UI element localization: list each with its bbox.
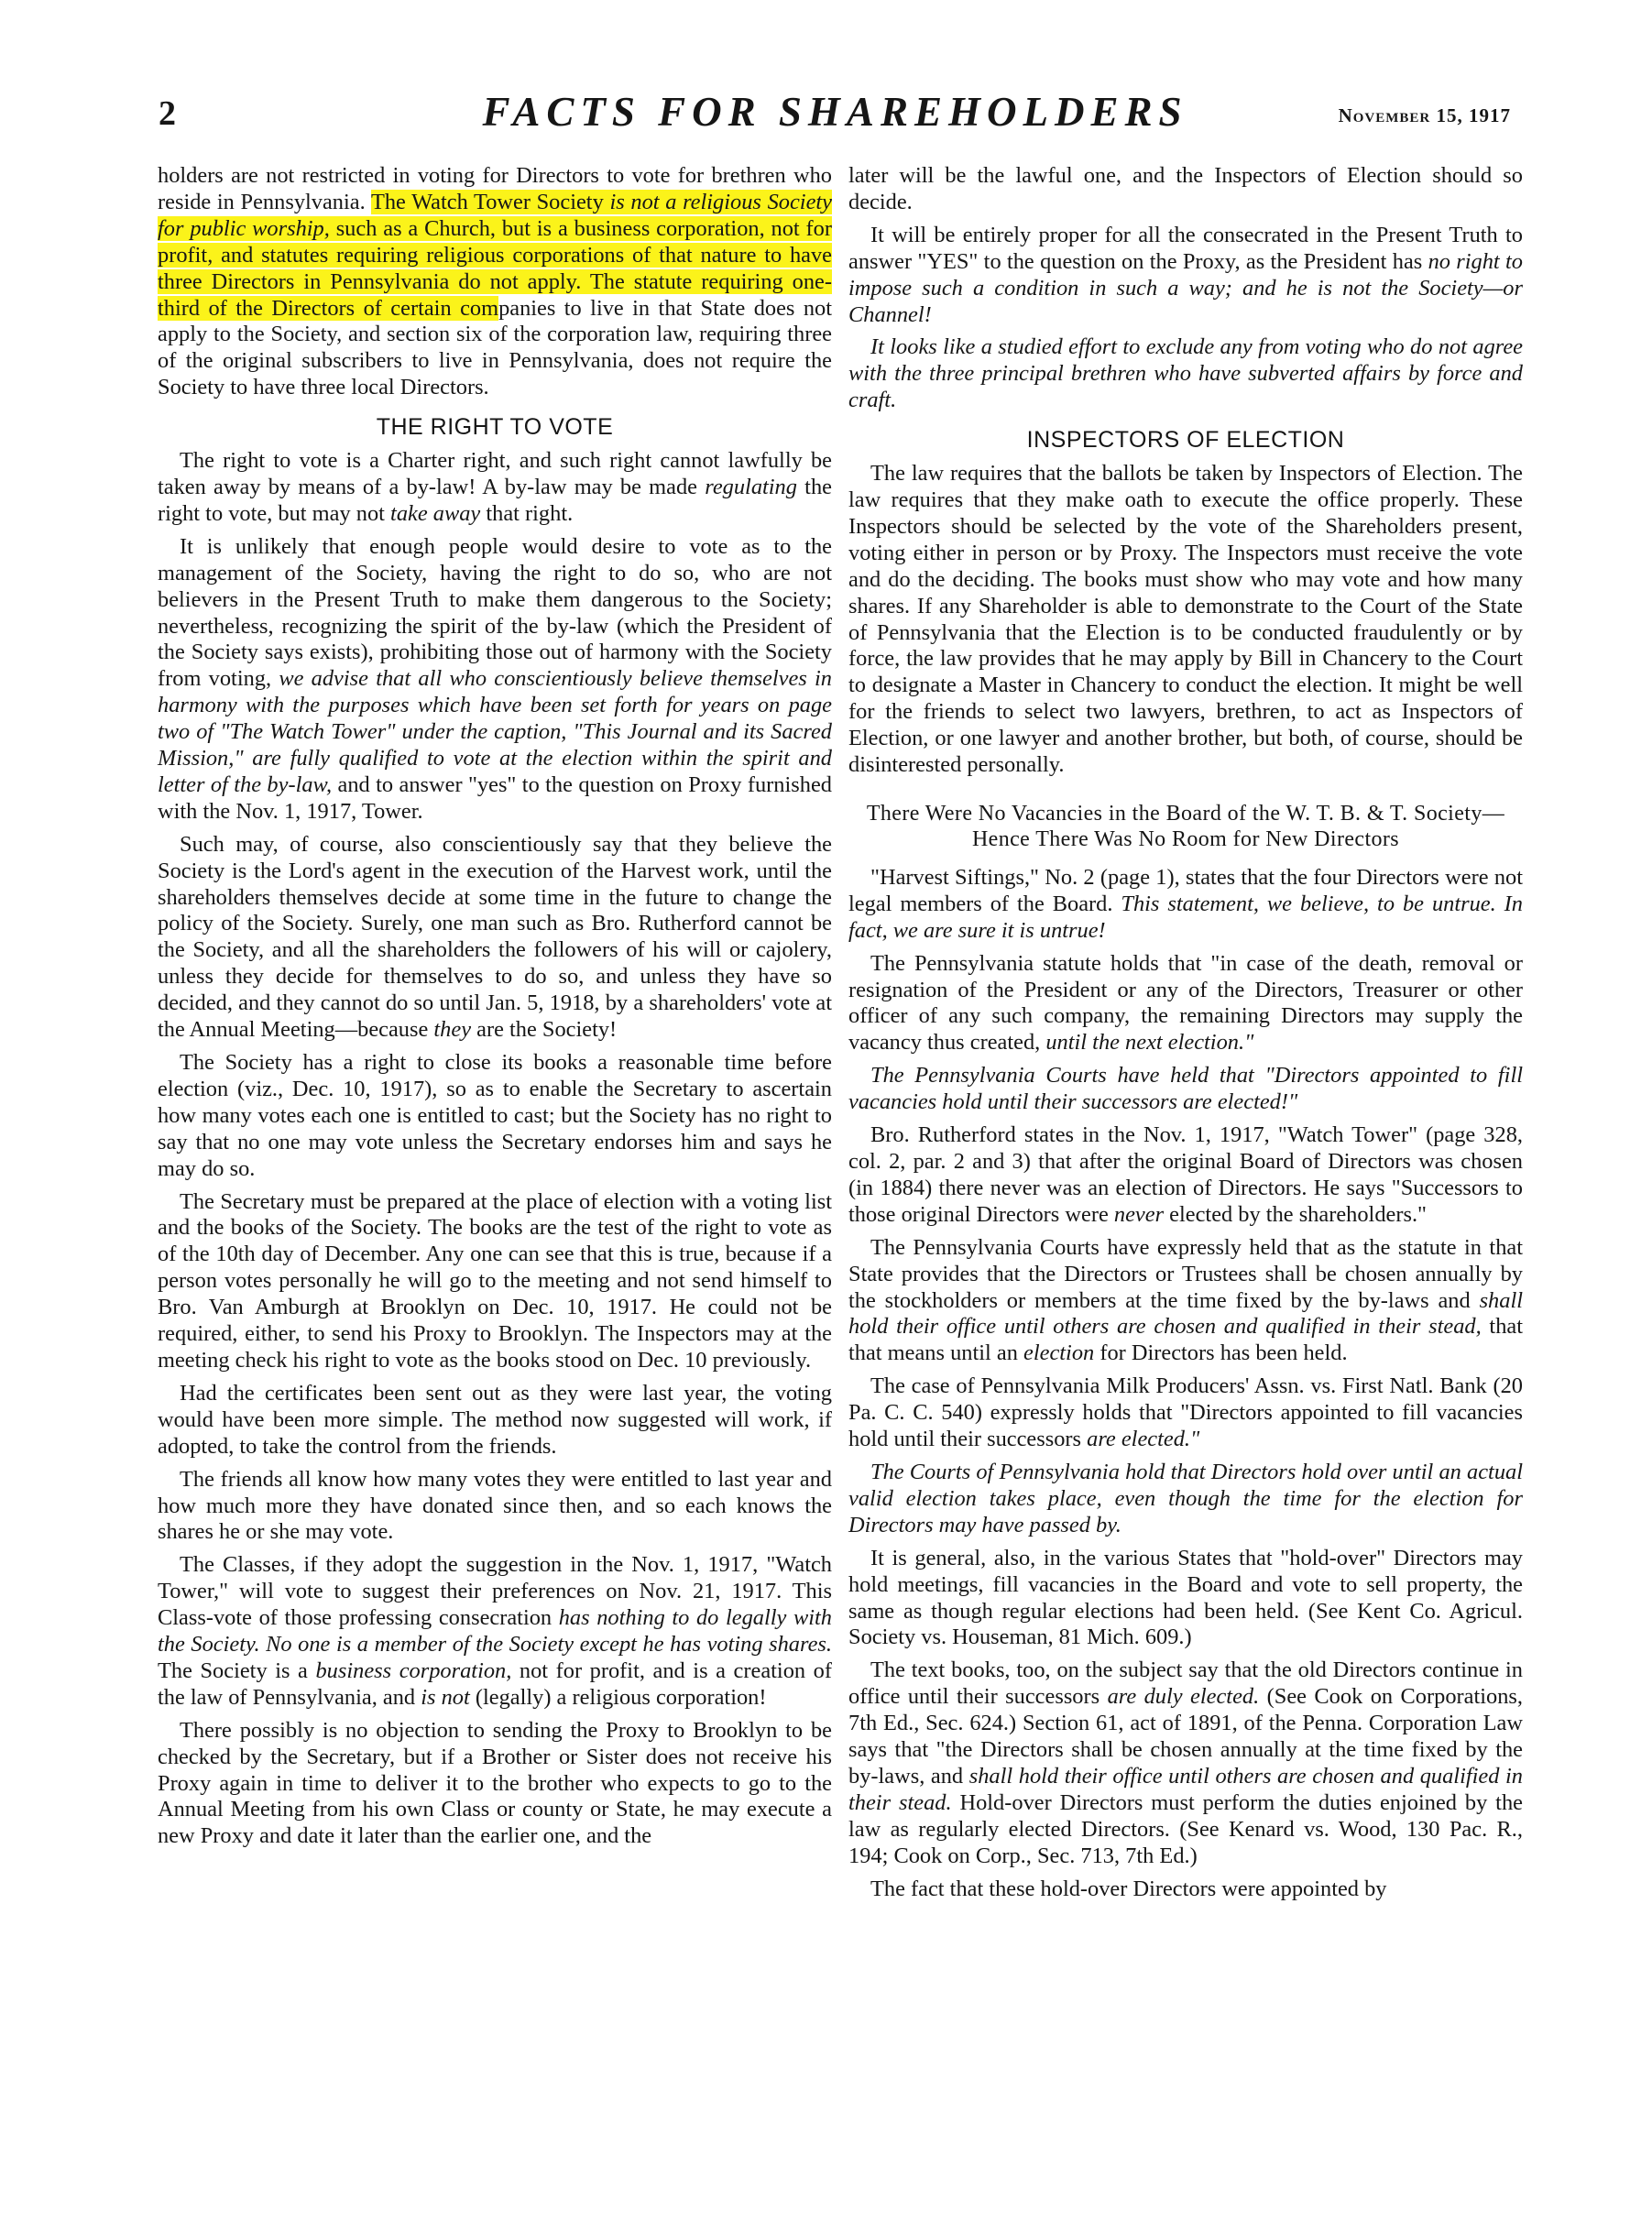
- issue-date: November 15, 1917: [1338, 104, 1511, 126]
- paragraph: The Secretary must be prepared at the place of election with a voting list and the books of the Society. The books are the test of the right to vote as of the 10th day of December. Any one can see that this is true, because if a person votes personally he will go to the meeting and not send himself to Bro. Van Amburgh at Brooklyn on Dec. 10, 1917. He could not be required, either, to send his Proxy to Brooklyn. The Inspectors may at the meeting check his right to vote as the books stood on Dec. 10 previously.: [158, 1188, 832, 1373]
- journal-title: FACTS FOR SHAREHOLDERS: [482, 89, 1188, 135]
- paragraph: The Classes, if they adopt the suggestion in the Nov. 1, 1917, "Watch Tower," will vote to suggest their preferences on Nov. 21, 1917. This Class-vote of those professing consecration has nothing to do legally with the Society. No one is a member of the Society except he has voting shares. The Society is a business corporation, not for profit, and is a creation of the law of Pennsylvania, and is not (legally) a religious corporation!: [158, 1552, 832, 1710]
- section-heading: INSPECTORS OF ELECTION: [1026, 427, 1345, 454]
- paragraph: The Pennsylvania Courts have expressly held that as the statute in that State provides that the Directors or Trustees shall be chosen annually by the stockholders or members at the time fixed by the by-laws and shall hold their office until others are chosen and qualified in their stead, that that means until an election for Directors has been held.: [848, 1234, 1523, 1366]
- page-header: [156, 84, 1515, 139]
- paragraph: It will be entirely proper for all the consecrated in the Present Truth to answer "YES" to the question on the Proxy, as the President has no right to impose such a condition in such a way; and he is not the Society—or Channel!: [848, 222, 1523, 327]
- paragraph: later will be the lawful one, and the Inspectors of Election should so decide.: [848, 163, 1523, 214]
- paragraph: The law requires that the ballots be taken by Inspectors of Election. The law requires that they make oath to execute the office properly. These Inspectors should be selected by the vote of the Shareholders present, voting either in person or by Proxy. The Inspectors must receive the vote and do the deciding. The books must show who may vote and how many shares. If any Shareholder is able to demonstrate to the Court of the State of Pennsylvania that the Election is to be conducted fraudulently or by force, the law provides that he may apply by Bill in Chancery to the Court to designate a Master in Chancery to conduct the election. It might be well for the friends to select two lawyers, brethren, to act as Inspectors of Election, or one lawyer and another brother, but both, of course, should be disinterested personally.: [848, 461, 1523, 778]
- paragraph: There possibly is no objection to sending the Proxy to Brooklyn to be checked by the Secretary, but if a Brother or Sister does not receive his Proxy again in time to deliver it to the brother who expects to go to the Annual Meeting from his own Class or county or State, he may execute a new Proxy and date it later than the earlier one, and the: [158, 1717, 832, 1849]
- section-heading: THE RIGHT TO VOTE: [376, 414, 614, 441]
- paragraph: The right to vote is a Charter right, and such right cannot lawfully be taken away by means of a by-law! A by-law may be made regulating the right to vote, but may not take away that right.: [158, 448, 832, 526]
- paragraph: The Pennsylvania Courts have held that "Directors appointed to fill vacancies hold until their successors are elected!": [848, 1063, 1523, 1115]
- paragraph: The Society has a right to close its books a reasonable time before election (viz., Dec. 10, 1917), so as to enable the Secretary to ascertain how many votes each one is entitled to cast; but the Society has no right to say that no one may vote unless the Secretary endorses him and says he may do so.: [158, 1050, 832, 1181]
- paragraph: It is unlikely that enough people would desire to vote as to the management of the Society, having the right to do so, who are not believers in the Present Truth to make them dangerous to the Society; nevertheless, recognizing the spirit of the by-law (which the President of the Society says exists), prohibiting those out of harmony with the Society from voting, we advise that all who conscientiously believe themselves in harmony with the purposes which have been set forth for years on page two of "The Watch Tower" under the caption, "This Journal and its Sacred Mission," are fully qualified to vote at the election within the spirit and letter of the by-law, and to answer "yes" to the question on Proxy furnished with the Nov. 1, 1917, Tower.: [158, 533, 833, 824]
- paragraph: The friends all know how many votes they were entitled to last year and how much more they have donated since then, and so each knows the shares he or she may vote.: [158, 1466, 832, 1545]
- highlighted-text: The Watch Tower Society is not a religious Society for public worship, such as a Church, but is a business corporation, not for profit, and statutes requiring religious corporations of that nature to have three Directors in Pennsylvania do not apply. The statute requiring one-third of the Directors of certain com: [158, 189, 832, 321]
- paragraph: The fact that these hold-over Directors were appointed by: [870, 1876, 1387, 1901]
- paragraph: holders are not restricted in voting for Directors to vote for brethren who reside in Pennsylvania. The Watch Tower Society is not a religious Society for public worship, such as a Church, but is a business corporation, not for profit, and statutes requiring religious corporations of that nature to have three Directors in Pennsylvania do not apply. The statute requiring one-third of the Directors of certain companies to live in that State does not apply to the Society, and section six of the corporation law, requiring three of the original subscribers to live in Pennsylvania, does not require the Society to have three local Directors.: [158, 163, 832, 400]
- paragraph: Had the certificates been sent out as they were last year, the voting would have been more simple. The method now suggested will work, if adopted, to take the control from the friends.: [158, 1380, 832, 1459]
- paragraph: Bro. Rutherford states in the Nov. 1, 1917, "Watch Tower" (page 328, col. 2, par. 2 and 3) that after the original Board of Directors was chosen (in 1884) there never was an election of Directors. He says "Successors to those original Directors were never elected by the shareholders.": [848, 1122, 1523, 1227]
- page-number: 2: [159, 94, 176, 133]
- paragraph: It looks like a studied effort to exclude any from voting who do not agree with the three principal brethren who have subverted affairs by force and craft.: [848, 334, 1523, 413]
- paragraph: The Pennsylvania statute holds that "in case of the death, removal or resignation of the President or any of the Directors, Treasurer or other officer of any such company, the remaining Directors may supply the vacancy thus created, until the next election.": [848, 950, 1523, 1056]
- section-subheading: There Were No Vacancies in the Board of the W. T. B. & T. Society—Hence There Was No Room for New Directors: [866, 801, 1505, 851]
- paragraph: The text books, too, on the subject say that the old Directors continue in office until their successors are duly elected. (See Cook on Corporations, 7th Ed., Sec. 624.) Section 61, act of 1891, of the Penna. Corporation Law says that "the Directors shall be chosen annually at the time fixed by the by-laws, and shall hold their office until others are chosen and qualified in their stead. Hold-over Directors must perform the duties enjoined by the law as regularly elected Directors. (See Kenard vs. Wood, 130 Pac. R., 194; Cook on Corp., Sec. 713, 7th Ed.): [848, 1658, 1524, 1868]
- paragraph: It is general, also, in the various States that "hold-over" Directors may hold meetings, fill vacancies in the Board and vote to sell property, the same as though regular elections had been held. (See Kent Co. Agricul. Society vs. Houseman, 81 Mich. 609.): [848, 1545, 1523, 1650]
- paragraph: The Courts of Pennsylvania hold that Directors hold over until an actual valid election takes place, even though the time for the election for Directors may have passed by.: [848, 1459, 1523, 1537]
- left-column: [158, 163, 832, 1856]
- right-column: [848, 163, 1523, 1909]
- paragraph: The case of Pennsylvania Milk Producers' Assn. vs. First Natl. Bank (20 Pa. C. C. 540) expressly holds that "Directors appointed to fill vacancies hold until their successors are elected.": [848, 1373, 1523, 1452]
- paragraph: Such may, of course, also conscientiously say that they believe the Society is the Lord's agent in the execution of the Harvest work, until the shareholders themselves decide at some time in the future to change the policy of the Society. Surely, one man such as Bro. Rutherford cannot be the Society, and all the shareholders the followers of his will or cajolery, unless they decide for themselves to do so, and unless they have so decided, and they cannot do so until Jan. 5, 1918, by a shareholders' vote at the Annual Meeting—because they are the Society!: [158, 831, 832, 1043]
- paragraph: "Harvest Siftings," No. 2 (page 1), states that the four Directors were not legal members of the Board. This statement, we believe, to be untrue. In fact, we are sure it is untrue!: [848, 864, 1523, 943]
